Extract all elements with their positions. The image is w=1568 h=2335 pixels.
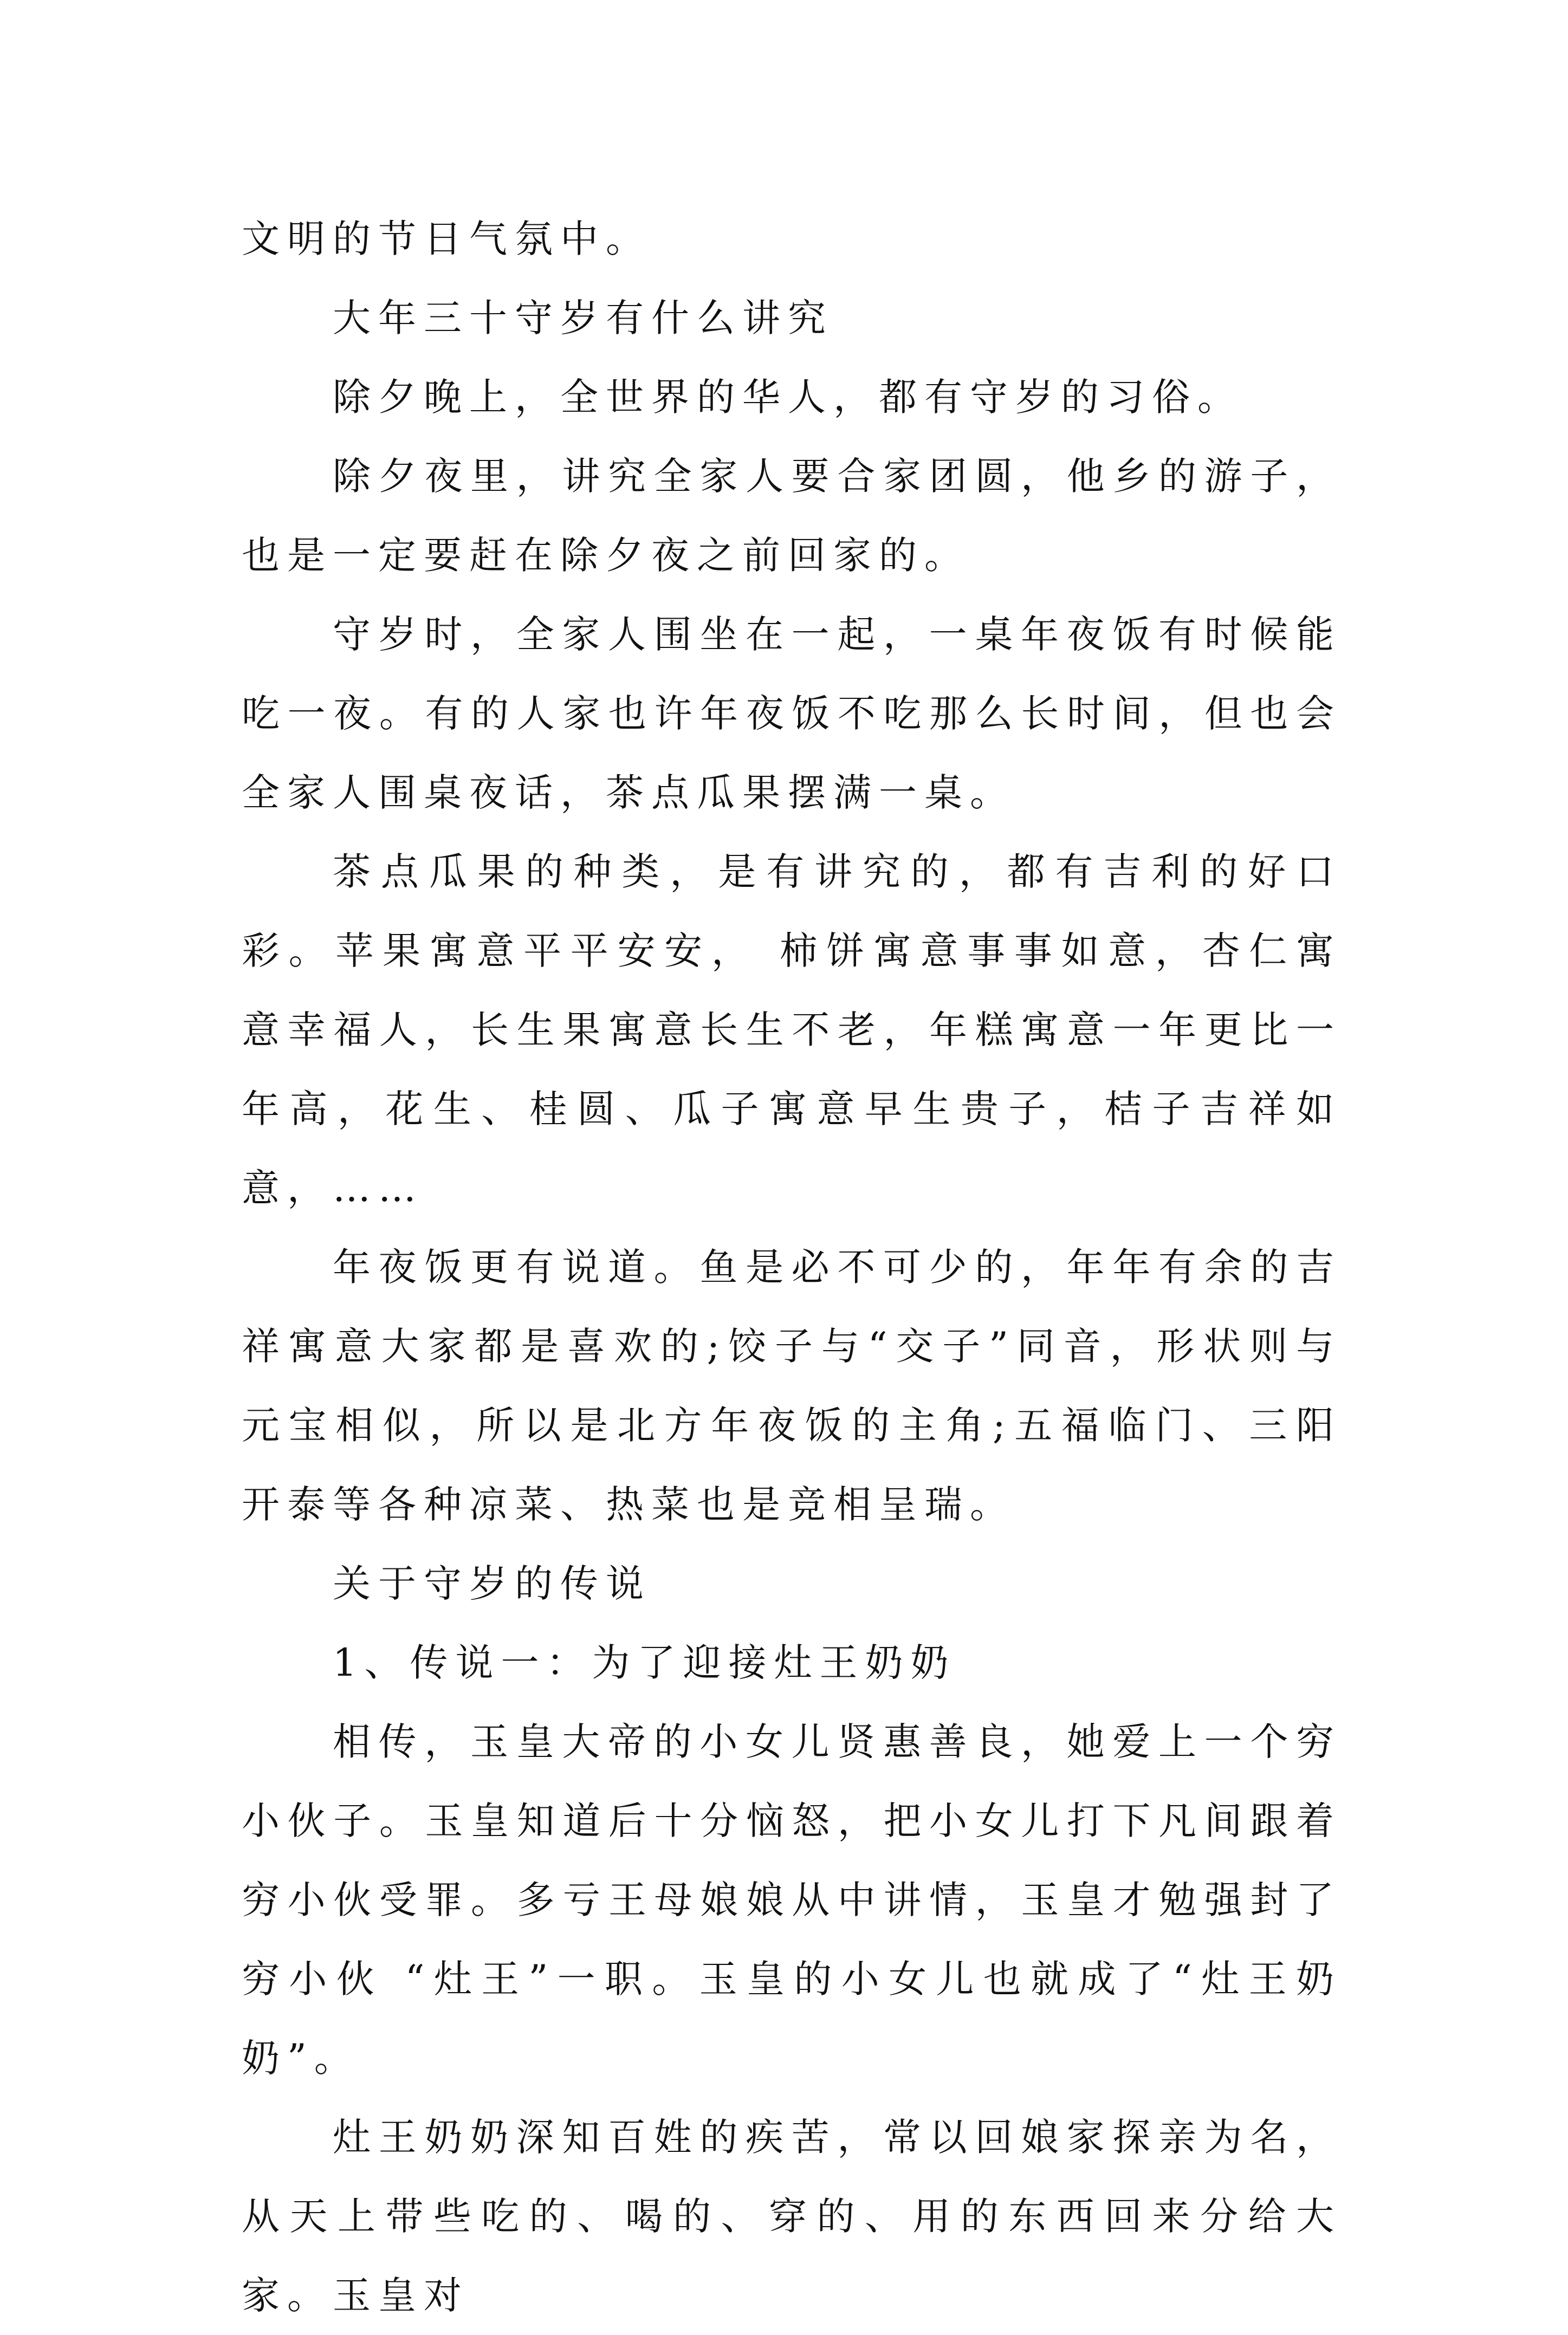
paragraph: 灶王奶奶深知百姓的疾苦，常以回娘家探亲为名，从天上带些吃的、喝的、穿的、用的东西回来分给大家。玉皇对 — [242, 2115, 1342, 2318]
paragraph: 茶点瓜果的种类，是有讲究的，都有吉利的好口彩。苹果寓意平平安安， 柿饼寓意事事如意，杏仁寓意幸福人，长生果寓意长生不老，年糕寓意一年更比一年高，花生、桂圆、瓜子寓意早生贵子，桔子吉祥如意，…… — [242, 849, 1342, 1210]
paragraph: 年夜饭更有说道。鱼是必不可少的，年年有余的吉祥寓意大家都是喜欢的;饺子与“交子”同音，形状则与元宝相似，所以是北方年夜饭的主角;五福临门、三阳开泰等各种凉菜、热菜也是竞相呈瑞。 — [242, 1245, 1342, 1527]
paragraph: 相传，玉皇大帝的小女儿贤惠善良，她爱上一个穷小伙子。玉皇知道后十分恼怒，把小女儿打下凡间跟着穷小伙受罪。多亏王母娘娘从中讲情，玉皇才勉强封了穷小伙 “灶王”一职。玉皇的小女儿也就成了“灶王奶奶”。 — [242, 1720, 1342, 2080]
paragraph: 守岁时，全家人围坐在一起，一桌年夜饭有时候能吃一夜。有的人家也许年夜饭不吃那么长时间，但也会全家人围桌夜话，茶点瓜果摆满一桌。 — [242, 612, 1342, 815]
paragraph: 除夕夜里，讲究全家人要合家团圆，他乡的游子，也是一定要赶在除夕夜之前回家的。 — [242, 454, 1342, 578]
section-heading-legends: 关于守岁的传说 — [333, 1561, 651, 1606]
document-body — [242, 199, 1342, 2335]
section-heading-customs: 大年三十守岁有什么讲究 — [333, 296, 833, 340]
paragraph: 除夕晚上，全世界的华人，都有守岁的习俗。 — [333, 375, 1243, 419]
subsection-heading-legend-one: 1、传说一：为了迎接灶王奶奶 — [333, 1640, 956, 1685]
paragraph-continuation: 文明的节日气氛中。 — [242, 217, 651, 261]
